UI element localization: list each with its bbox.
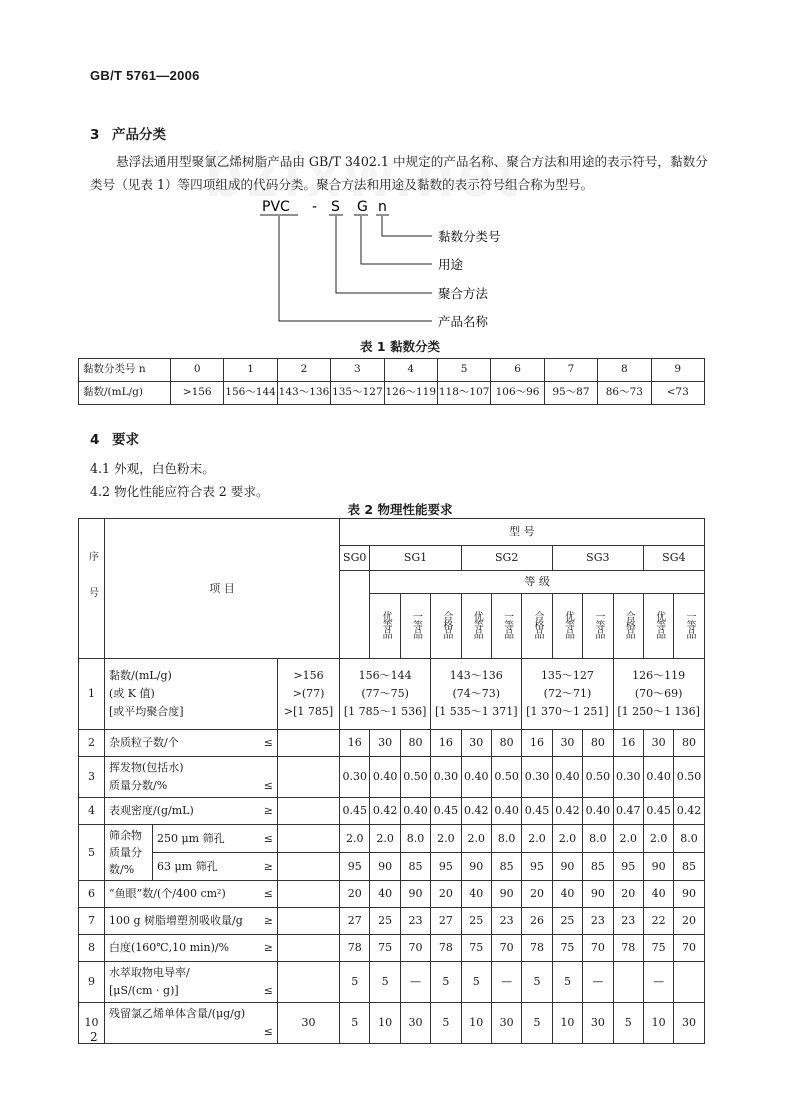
row-number: 1 — [79, 659, 105, 730]
header-model-sg1: SG1 — [370, 546, 461, 571]
header-seq-label: 序号 — [86, 550, 98, 623]
row-value: 0.50 — [491, 757, 521, 798]
row-value: 40 — [552, 881, 582, 908]
header-grade-cell — [583, 594, 613, 659]
row-sg0 — [278, 962, 340, 1003]
table-cell: 9 — [651, 359, 704, 382]
row-comparator: ≤ — [263, 1025, 273, 1038]
code-part-n: n — [378, 199, 387, 215]
grade-label: 一等品 — [410, 610, 422, 638]
row-sg0-line: >(77) — [292, 687, 325, 700]
row-value: 75 — [370, 935, 400, 962]
row-value: 27 — [431, 908, 461, 935]
row-value: 8.0 — [491, 825, 521, 853]
header-model: 型 号 — [340, 519, 705, 546]
row-value: 70 — [491, 935, 521, 962]
row-value: 8.0 — [400, 825, 430, 853]
row-sg0-line: >[1 785] — [283, 705, 334, 718]
row-value: 10 — [370, 1003, 400, 1044]
row-value: 0.45 — [643, 798, 673, 825]
row-value: 85 — [400, 853, 430, 881]
grade-label: 优等品 — [380, 610, 392, 638]
code-part-dash: - — [312, 199, 318, 215]
table-row — [79, 757, 705, 798]
row-number: 4 — [79, 798, 105, 825]
row-value: 5 — [461, 962, 491, 1003]
row-group-line: 126～119 — [632, 669, 686, 682]
row-item-line — [109, 982, 277, 1000]
code-leader-lines — [279, 216, 432, 321]
row-value: 78 — [522, 935, 552, 962]
row-value: 0.45 — [340, 798, 370, 825]
row-comparator: ≤ — [263, 779, 273, 792]
row-group-line: 135～127 — [540, 669, 594, 682]
row-value: 0.45 — [522, 798, 552, 825]
row-value: 5 — [522, 1003, 552, 1044]
row-value: 40 — [643, 881, 673, 908]
table-cell: 5 — [437, 359, 490, 382]
row-value: 0.40 — [643, 757, 673, 798]
row-item-text: 250 μm 筛孔 — [157, 831, 225, 845]
row-sg0 — [278, 935, 340, 962]
row-sg0 — [278, 659, 340, 730]
row-value: — — [643, 962, 673, 1003]
table-row — [79, 519, 705, 546]
header-grade-cell — [522, 594, 552, 659]
grade-label: 优等品 — [471, 610, 483, 638]
row-number: 6 — [79, 881, 105, 908]
row-value: 85 — [583, 853, 613, 881]
row-comparator: ≥ — [263, 804, 273, 818]
row-value: 25 — [461, 908, 491, 935]
row-value: 90 — [583, 881, 613, 908]
row-value: 0.40 — [370, 757, 400, 798]
section-4-heading — [90, 428, 139, 448]
row-value: 5 — [340, 1003, 370, 1044]
row-value: 5 — [613, 1003, 643, 1044]
table-row — [79, 825, 705, 853]
row-value: 80 — [674, 730, 704, 757]
row-item — [105, 659, 278, 730]
row-value: 2.0 — [431, 825, 461, 853]
grade-label: 合格品 — [532, 610, 544, 638]
row-item — [105, 962, 278, 1003]
row-group-line: (77～75) — [361, 687, 409, 700]
row-value: 70 — [583, 935, 613, 962]
table-row — [79, 908, 705, 935]
table-1-row-header: 黏数分类号 n — [79, 359, 171, 382]
row-value: 5 — [552, 962, 582, 1003]
row-value: 90 — [400, 881, 430, 908]
row-group-value — [613, 659, 704, 730]
row-value: 0.30 — [613, 757, 643, 798]
row-value: 78 — [340, 935, 370, 962]
row-number: 8 — [79, 935, 105, 962]
grade-label: 合格品 — [440, 610, 452, 638]
row-item-group: 筛余物 质量分 数/% — [105, 825, 153, 881]
row-value: 95 — [431, 853, 461, 881]
table-cell: 156～144 — [224, 382, 277, 405]
row-item-line — [109, 777, 277, 795]
table-row — [79, 962, 705, 1003]
table-cell: 118～107 — [437, 382, 490, 405]
row-group-line: 143～136 — [449, 669, 503, 682]
row-item-line: 水萃取物电导率/ — [109, 966, 190, 979]
row-group-value — [340, 659, 431, 730]
row-value: 2.0 — [522, 825, 552, 853]
row-value: 0.47 — [613, 798, 643, 825]
table-1 — [78, 358, 705, 405]
row-value: 30 — [643, 730, 673, 757]
table-1-row-header: 黏数/(mL/g) — [79, 382, 171, 405]
row-value: 75 — [643, 935, 673, 962]
table-row — [79, 730, 705, 757]
row-sg0: 30 — [278, 1003, 340, 1044]
row-value: 22 — [643, 908, 673, 935]
section-number: 3 — [90, 127, 100, 143]
row-group-line: [1 250～1 136] — [617, 705, 700, 718]
row-item-text: 100 g 树脂增塑剂吸收量/g — [109, 914, 243, 928]
row-value: 78 — [431, 935, 461, 962]
standard-code: GB/T 5761—2006 — [90, 68, 200, 83]
row-group-line: (70～69) — [634, 687, 683, 700]
row-value: 90 — [491, 881, 521, 908]
row-value: 2.0 — [643, 825, 673, 853]
label-usage: 用途 — [438, 257, 464, 272]
row-value: 0.42 — [552, 798, 582, 825]
row-value: 23 — [583, 908, 613, 935]
table-row — [79, 1003, 705, 1044]
row-value: 30 — [370, 730, 400, 757]
section-title: 产品分类 — [112, 127, 166, 143]
row-value: 0.40 — [461, 757, 491, 798]
row-sg0 — [278, 798, 340, 825]
table-cell: 4 — [384, 359, 437, 382]
row-value: 27 — [340, 908, 370, 935]
row-value: 0.50 — [400, 757, 430, 798]
row-value: 90 — [643, 853, 673, 881]
row-item-line: 残留氯乙烯单体含量/(μg/g) — [109, 1007, 246, 1020]
row-value: 90 — [461, 853, 491, 881]
header-grade-cell — [491, 594, 521, 659]
row-value: 10 — [552, 1003, 582, 1044]
row-sg0 — [278, 853, 340, 881]
table-row — [79, 359, 705, 382]
row-value: 30 — [491, 1003, 521, 1044]
row-item-line: (或 K 值) — [109, 687, 155, 700]
row-value — [613, 962, 643, 1003]
row-comparator: ≤ — [263, 736, 273, 750]
row-value: 2.0 — [613, 825, 643, 853]
code-part-pvc: PVC — [262, 199, 290, 215]
row-value: 5 — [522, 962, 552, 1003]
row-value: 30 — [400, 1003, 430, 1044]
row-sg0-line: >156 — [293, 669, 324, 682]
header-model-sg0: SG0 — [340, 546, 370, 571]
row-value: 0.42 — [674, 798, 704, 825]
row-item — [105, 881, 278, 908]
label-polymerization: 聚合方法 — [438, 286, 489, 301]
header-grade-sg0 — [340, 571, 370, 659]
row-value: 70 — [674, 935, 704, 962]
row-value: 20 — [340, 881, 370, 908]
row-item-text: [μS/(cm · g)] — [109, 984, 179, 997]
row-sg0 — [278, 881, 340, 908]
row-value: 80 — [583, 730, 613, 757]
table-cell: 7 — [544, 359, 597, 382]
table-cell: 95～87 — [544, 382, 597, 405]
row-value: 20 — [674, 908, 704, 935]
clause-4-1: 4.1 外观，白色粉末。 — [90, 461, 215, 476]
row-value: 25 — [552, 908, 582, 935]
row-value: 90 — [552, 853, 582, 881]
grade-label: 一等品 — [501, 610, 513, 638]
row-value: 5 — [340, 962, 370, 1003]
table-cell: 8 — [598, 359, 651, 382]
row-number: 7 — [79, 908, 105, 935]
table-row — [79, 659, 705, 730]
code-part-s: S — [331, 199, 340, 215]
grade-label: 一等品 — [684, 610, 696, 638]
row-item — [105, 935, 278, 962]
row-sg0 — [278, 730, 340, 757]
header-grade-cell — [643, 594, 673, 659]
row-group-value — [431, 659, 522, 730]
row-group-line: (72～71) — [543, 687, 592, 700]
row-value: 0.50 — [583, 757, 613, 798]
row-item-line: [或平均聚合度] — [109, 705, 184, 718]
grade-label: 一等品 — [592, 610, 604, 638]
row-value: 5 — [370, 962, 400, 1003]
row-value: 70 — [400, 935, 430, 962]
row-item — [105, 1003, 278, 1044]
row-value: 23 — [491, 908, 521, 935]
table-1-caption: 表 1 黏数分类 — [360, 339, 440, 354]
row-value: 16 — [340, 730, 370, 757]
page-number: 2 — [90, 1030, 98, 1044]
row-value: 20 — [613, 881, 643, 908]
row-value: 20 — [431, 881, 461, 908]
clause-4-2: 4.2 物化性能应符合表 2 要求。 — [90, 484, 269, 499]
row-item-text: 白度(160℃,10 min)/% — [109, 941, 230, 955]
row-value: 90 — [370, 853, 400, 881]
table-row — [79, 798, 705, 825]
row-value — [674, 962, 704, 1003]
row-value: 0.40 — [552, 757, 582, 798]
row-comparator: ≤ — [263, 887, 273, 901]
header-model-sg4: SG4 — [643, 546, 704, 571]
row-item — [105, 908, 278, 935]
section-title: 要求 — [112, 432, 139, 448]
header-item: 项 目 — [105, 519, 340, 659]
table-cell: 6 — [491, 359, 544, 382]
table-cell: 106～96 — [491, 382, 544, 405]
row-comparator: ≥ — [263, 859, 273, 873]
row-value: 95 — [340, 853, 370, 881]
label-viscosity-class: 黏数分类号 — [438, 229, 501, 244]
row-value: 0.42 — [461, 798, 491, 825]
header-grade: 等 级 — [370, 571, 704, 594]
table-cell: <73 — [651, 382, 704, 405]
row-comparator: ≤ — [263, 984, 273, 997]
row-value: 0.30 — [431, 757, 461, 798]
row-value: 40 — [370, 881, 400, 908]
row-value: 10 — [643, 1003, 673, 1044]
row-value: 0.50 — [674, 757, 704, 798]
row-group-value — [522, 659, 613, 730]
row-value: 2.0 — [370, 825, 400, 853]
row-value: 8.0 — [583, 825, 613, 853]
row-number: 2 — [79, 730, 105, 757]
row-value: 30 — [674, 1003, 704, 1044]
table-row — [79, 382, 705, 405]
row-value: 0.45 — [431, 798, 461, 825]
row-value: 85 — [491, 853, 521, 881]
row-item-text: “鱼眼”数/(个/400 cm²) — [109, 887, 226, 901]
row-value: 8.0 — [674, 825, 704, 853]
row-item-text: 63 μm 筛孔 — [157, 859, 218, 873]
table-cell: 126～119 — [384, 382, 437, 405]
row-value: — — [491, 962, 521, 1003]
row-value: 16 — [431, 730, 461, 757]
row-sg0 — [278, 825, 340, 853]
row-value: 90 — [674, 881, 704, 908]
header-model-sg2: SG2 — [461, 546, 552, 571]
row-value: 0.30 — [522, 757, 552, 798]
header-grade-cell — [431, 594, 461, 659]
row-value: 20 — [522, 881, 552, 908]
table-cell: 0 — [171, 359, 224, 382]
row-group-line: [1 370～1 251] — [526, 705, 609, 718]
row-item-text: 杂质粒子数/个 — [109, 736, 179, 750]
row-item — [105, 798, 278, 825]
header-grade-cell — [400, 594, 430, 659]
row-comparator: ≥ — [263, 941, 273, 955]
row-value: 95 — [522, 853, 552, 881]
table-cell: 3 — [331, 359, 384, 382]
row-sg0 — [278, 908, 340, 935]
header-grade-cell — [461, 594, 491, 659]
row-number: 9 — [79, 962, 105, 1003]
row-value: 30 — [552, 730, 582, 757]
row-value: 2.0 — [340, 825, 370, 853]
table-row — [79, 935, 705, 962]
row-item-text: 质量分数/% — [109, 779, 168, 792]
table-cell: 2 — [277, 359, 330, 382]
row-number: 5 — [79, 825, 105, 881]
row-value: 5 — [431, 962, 461, 1003]
row-value: — — [400, 962, 430, 1003]
table-cell: 143～136 — [277, 382, 330, 405]
table-cell: 135～127 — [331, 382, 384, 405]
row-value: 5 — [431, 1003, 461, 1044]
row-item — [105, 757, 278, 798]
row-value: 80 — [400, 730, 430, 757]
row-item-text: 表观密度/(g/mL) — [109, 804, 194, 818]
header-grade-cell — [370, 594, 400, 659]
grade-label: 优等品 — [653, 610, 665, 638]
header-model-sg3: SG3 — [552, 546, 643, 571]
grade-label: 优等品 — [562, 610, 574, 638]
header-seq — [79, 519, 105, 659]
row-value: 16 — [613, 730, 643, 757]
row-value: 95 — [613, 853, 643, 881]
row-value: 80 — [491, 730, 521, 757]
section-number: 4 — [90, 432, 100, 448]
row-value: 0.30 — [340, 757, 370, 798]
row-value: 0.40 — [400, 798, 430, 825]
row-value: 23 — [613, 908, 643, 935]
row-group-line: 156～144 — [358, 669, 412, 682]
row-value: 30 — [461, 730, 491, 757]
row-item — [153, 825, 278, 853]
row-group-line: [1 785～1 536] — [343, 705, 427, 718]
row-comparator: ≥ — [263, 914, 273, 928]
table-cell: 1 — [224, 359, 277, 382]
row-value: 0.40 — [491, 798, 521, 825]
row-value: 2.0 — [461, 825, 491, 853]
code-part-g: G — [357, 199, 368, 215]
row-value: 0.40 — [583, 798, 613, 825]
row-item-line: 黏数/(mL/g) — [109, 669, 172, 682]
table-2 — [78, 518, 705, 1044]
row-value: 0.42 — [370, 798, 400, 825]
row-value: 75 — [461, 935, 491, 962]
row-item — [153, 853, 278, 881]
row-comparator: ≤ — [263, 831, 273, 845]
row-value: 2.0 — [552, 825, 582, 853]
row-value: 16 — [522, 730, 552, 757]
row-value: 23 — [400, 908, 430, 935]
row-value: 78 — [613, 935, 643, 962]
table-cell: 86～73 — [598, 382, 651, 405]
table-row — [79, 853, 705, 881]
header-grade-cell — [613, 594, 643, 659]
header-grade-cell — [552, 594, 582, 659]
label-product-name: 产品名称 — [438, 314, 489, 329]
row-value: — — [583, 962, 613, 1003]
row-value: 40 — [461, 881, 491, 908]
row-value: 85 — [674, 853, 704, 881]
grade-label: 合格品 — [623, 610, 635, 638]
row-value: 10 — [461, 1003, 491, 1044]
row-value: 75 — [552, 935, 582, 962]
row-number: 10 — [79, 1003, 105, 1044]
code-diagram — [0, 0, 800, 340]
row-value: 30 — [583, 1003, 613, 1044]
row-item — [105, 730, 278, 757]
row-value: 25 — [370, 908, 400, 935]
table-cell: >156 — [171, 382, 224, 405]
row-item-line: 挥发物(包括水) — [109, 761, 184, 774]
header-grade-cell — [674, 594, 704, 659]
row-value: 26 — [522, 908, 552, 935]
row-number: 3 — [79, 757, 105, 798]
row-group-line: (74～73) — [452, 687, 501, 700]
row-sg0 — [278, 757, 340, 798]
row-group-line: [1 535～1 371] — [434, 705, 518, 718]
table-row — [79, 881, 705, 908]
section-3-paragraph: 悬浮法通用型聚氯乙烯树脂产品由 GB/T 3402.1 中规定的产品名称、聚合方法和用途的表示符号，黏数分类号（见表 1）等四项组成的代码分类。聚合方法和用途及黏数的表示符号组合称为型号。 — [90, 154, 708, 192]
table-2-caption: 表 2 物理性能要求 — [347, 502, 453, 517]
